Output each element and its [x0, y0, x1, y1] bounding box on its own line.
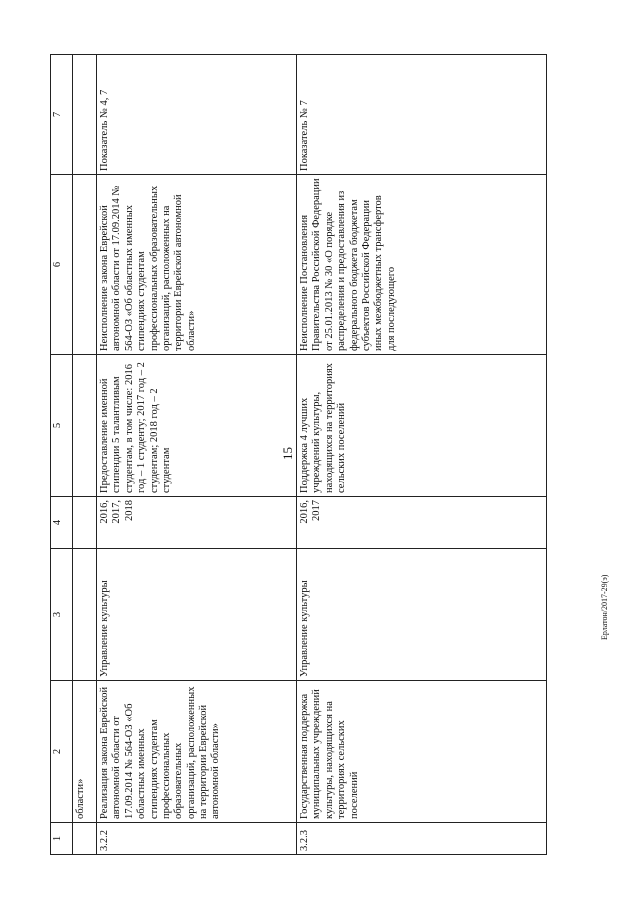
page-number: 15: [280, 447, 295, 460]
cont-cell-6: [73, 175, 97, 355]
header-cell-2: 2: [51, 681, 73, 823]
executor: Управление культуры: [97, 549, 297, 681]
table-row: [297, 55, 547, 855]
cont-cell-4: [73, 497, 97, 549]
cont-cell-1: [73, 823, 97, 855]
indicator: Показатель № 4, 7: [97, 55, 297, 175]
header-cell-1: 1: [51, 823, 73, 855]
cont-cell-7: [73, 55, 97, 175]
expected-result: Поддержка 4 лучших учреждений культуры, находящихся на территориях сельских поселений: [297, 355, 547, 497]
table-row: [97, 55, 297, 855]
years: 2016, 2017, 2018: [97, 497, 297, 549]
executor: Управление культуры: [297, 549, 547, 681]
continuation-row: [73, 55, 97, 855]
cont-cell-5: [73, 355, 97, 497]
header-row: [51, 55, 73, 855]
cont-cell-3: [73, 549, 97, 681]
row-number: 3.2.2: [97, 823, 297, 855]
header-cell-7: 7: [51, 55, 73, 175]
row-number: 3.2.3: [297, 823, 547, 855]
program-activities-table: [50, 54, 547, 855]
activity-name: Государственная поддержка муниципальных учреждений культуры, находящихся на территориях сельских поселений: [297, 681, 547, 823]
cont-cell-2: области»: [73, 681, 97, 823]
consequences: Неисполнение закона Еврейской автономной области от 17.09.2014 № 564-ОЗ «Об областных именных стипендиях студентам профессиональных образовательных организаций, расположенных на территории Еврейской автономной области»: [97, 175, 297, 355]
indicator: Показатель № 7: [297, 55, 547, 175]
activity-name: Реализация закона Еврейской автономной области от 17.09.2014 № 564-ОЗ «Об областных именных стипендиях студентам профессиональных образовательных организаций, расположенных на территории Еврейской автономной области»: [97, 681, 297, 823]
header-cell-6: 6: [51, 175, 73, 355]
consequences: Неисполнение Постановления Правительства Российской Федерации от 25.01.2013 № 30 «О порядке распределения и предоставления из федерального бюджета бюджетам субъектов Российской Федерации иных межбюджетных трансфертов для последующего: [297, 175, 547, 355]
header-cell-5: 5: [51, 355, 73, 497]
footer-code: Ерлатон/2017-29(э): [600, 574, 609, 640]
expected-result: Предоставление именной стипендии 5 талантливым студентам, в том числе: 2016 год – 1 студенту; 2017 год – 2 студентам; 2018 год – 2 студентам: [97, 355, 297, 497]
rotated-table-container: [50, 55, 532, 855]
header-cell-3: 3: [51, 549, 73, 681]
years: 2016, 2017: [297, 497, 547, 549]
header-cell-4: 4: [51, 497, 73, 549]
